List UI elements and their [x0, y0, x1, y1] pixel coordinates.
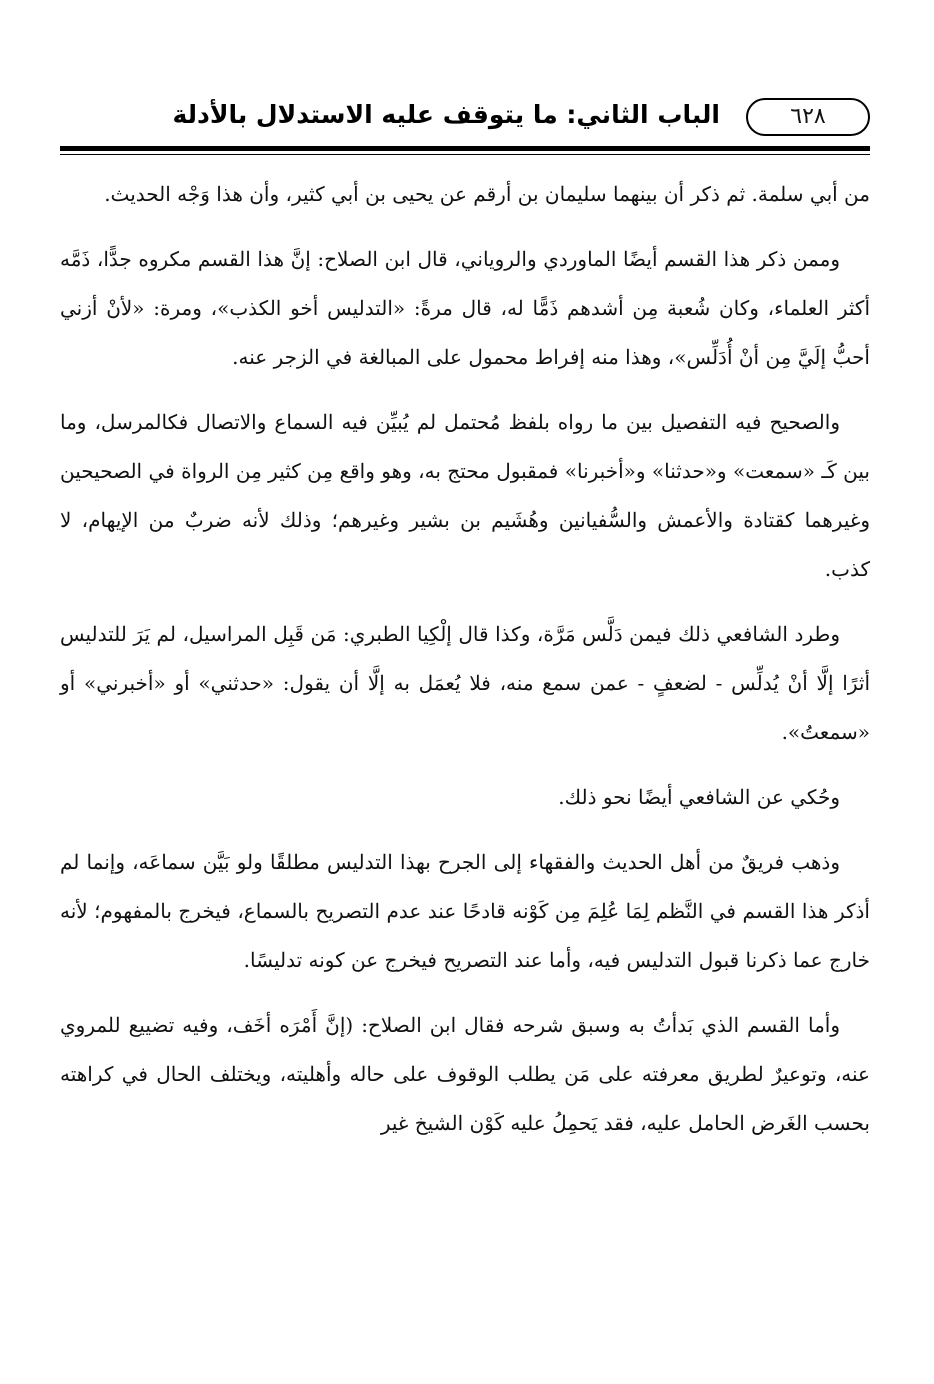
- paragraph: وممن ذكر هذا القسم أيضًا الماوردي والروياني، قال ابن الصلاح: إنَّ هذا القسم مكروه جدًّا، ذَمَّه أكثر العلماء، وكان شُعبة مِن أشدهم ذَمًّا له، قال مرةً: «التدليس أخو الكذب»، ومرة: «لأنْ أزني أحبُّ إلَيَّ مِن أنْ أُدَلِّس»، وهذا منه إفراط محمول على المبالغة في الزجر عنه.: [60, 247, 870, 369]
- paragraph: وأما القسم الذي بَدأتُ به وسبق شرحه فقال ابن الصلاح: (إنَّ أَمْرَه أخَف، وفيه تضييع للمروي عنه، وتوعيرٌ لطريق معرفته على مَن يطلب الوقوف على حاله وأهليته، ويختلف الحال في كراهته بحسب الغَرض الحامل عليه، فقد يَحمِلُ عليه كَوْن الشيخ غير: [60, 1013, 870, 1135]
- paragraph: من أبي سلمة. ثم ذكر أن بينهما سليمان بن أرقم عن يحيى بن أبي كثير، وأن هذا وَجْه الحديث.: [104, 182, 870, 206]
- chapter-title: الباب الثاني: ما يتوقف عليه الاستدلال بالأدلة: [172, 100, 720, 129]
- body-text: [60, 170, 870, 1164]
- page-number: ٦٢٨: [746, 98, 870, 136]
- header-rule-thick: [60, 146, 870, 151]
- running-header: [60, 92, 870, 142]
- paragraph: وذهب فريقٌ من أهل الحديث والفقهاء إلى الجرح بهذا التدليس مطلقًا ولو بَيَّن سماعَه، وإنما لم أذكر هذا القسم في النَّظم لِمَا عُلِمَ مِن كَوْنه قادحًا عند عدم التصريح بالسماع، فيخرج بالمفهوم؛ لأنه خارج عما ذكرنا قبول التدليس فيه، وأما عند التصريح فيخرج عن كونه تدليسًا.: [60, 850, 870, 972]
- paragraph: وحُكي عن الشافعي أيضًا نحو ذلك.: [558, 785, 840, 809]
- paragraph: وطرد الشافعي ذلك فيمن دَلَّس مَرَّة، وكذا قال إلْكِيا الطبري: مَن قَبِل المراسيل، لم يَرَ للتدليس أثرًا إلَّا أنْ يُدلِّس - لضعفٍ - عمن سمع منه، فلا يُعمَل به إلَّا أن يقول: «حدثني» أو «أخبرني» أو «سمعتُ».: [60, 622, 871, 744]
- paragraph: والصحيح فيه التفصيل بين ما رواه بلفظ مُحتمل لم يُبيِّن فيه السماع والاتصال فكالمرسل، وما بين كَـ «سمعت» و«حدثنا» و«أخبرنا» فمقبول محتج به، وهو واقع مِن كثير مِن الرواة في الصحيحين وغيرهما كقتادة والأعمش والسُّفيانين وهُشَيم بن بشير وغيرهم؛ وذلك لأنه ضربٌ من الإيهام، لا كذب.: [60, 410, 870, 581]
- header-rule-thin: [60, 154, 870, 155]
